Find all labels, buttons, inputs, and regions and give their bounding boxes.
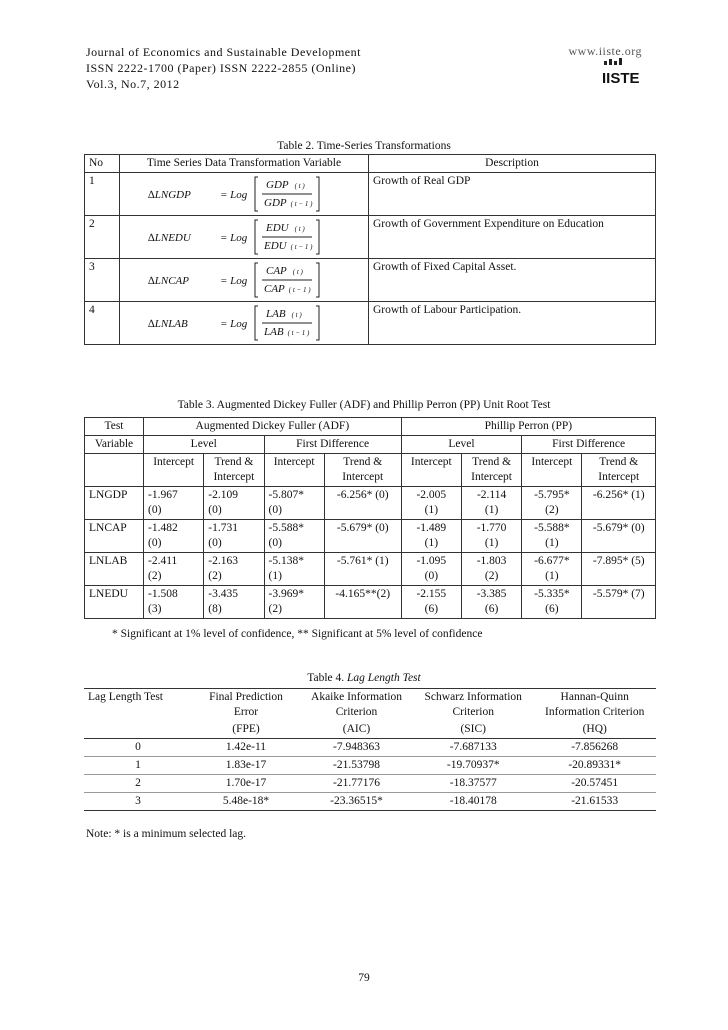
t3-h-adf: Augmented Dickey Fuller (ADF): [144, 418, 402, 436]
t3-h-blank: [85, 454, 144, 487]
t3-stat: -5.588*: [534, 522, 570, 534]
t2-no: 2: [85, 216, 120, 259]
t4-cell: -7.856268: [571, 741, 619, 753]
t3-h-trend: Trend & Intercept: [461, 454, 521, 487]
t4-cell: 1.83e-17: [225, 759, 267, 771]
t3-cell: [264, 487, 324, 520]
t4-cell: -21.61533: [571, 795, 619, 807]
t4-h-sic: Schwarz Information Criterion: [424, 691, 522, 718]
t3-stat: -1.095: [416, 555, 447, 567]
t4-abbr-hq: (HQ): [582, 723, 607, 735]
t3-cell: [461, 520, 521, 553]
t3-cell: [324, 586, 401, 619]
t3-lag: (2): [484, 570, 499, 582]
t3-cell: [461, 586, 521, 619]
t4-cell: -18.37577: [449, 777, 497, 789]
t3-stat: -5.807*: [268, 489, 304, 501]
t4-cell: 1: [135, 759, 141, 771]
t3-lag: (6): [424, 603, 439, 615]
t4-cell: 2: [135, 777, 141, 789]
t4-abbr-sic: (SIC): [460, 723, 487, 735]
t3-stat: -6.677*: [534, 555, 570, 567]
t2-desc: Growth of Real GDP: [369, 173, 656, 216]
t3-stat: -1.770: [476, 522, 507, 534]
table-row: [85, 216, 656, 259]
t3-cell: [324, 520, 401, 553]
table2-caption: Table 2. Time-Series Transformations: [277, 140, 451, 152]
t3-cell: [204, 487, 264, 520]
t3-stat: -4.165**(2): [335, 588, 391, 600]
t3-stat: -1.803: [476, 555, 507, 567]
iiste-logo: [600, 58, 644, 86]
t3-h-pp-level: Level: [401, 436, 522, 454]
t3-cell: [264, 520, 324, 553]
numerator: CAP ( t ): [266, 265, 303, 277]
table3-caption: Table 3. Augmented Dickey Fuller (ADF) and Phillip Perron (PP) Unit Root Test: [177, 399, 551, 411]
t3-lag: (1): [545, 570, 559, 582]
t3-cell: [324, 487, 401, 520]
t3-lag: (0): [424, 570, 439, 582]
formula-lhs: ∆LNGDP: [148, 189, 191, 201]
t4-cell: -21.53798: [333, 759, 381, 771]
numerator: EDU ( t ): [266, 222, 305, 234]
t4-cell: -19.70937*: [446, 759, 500, 771]
t2-desc: Growth of Government Expenditure on Education: [369, 216, 656, 259]
t4-cell: -20.57451: [571, 777, 619, 789]
t3-cell: [522, 487, 582, 520]
t3-cell: [264, 586, 324, 619]
table-row: [85, 487, 656, 520]
t3-lag: (8): [208, 603, 222, 615]
t3-stat: -2.005: [416, 489, 447, 501]
table3-note: * Significant at 1% level of confidence, ** Significant at 5% level of confidence: [112, 628, 483, 640]
t3-lag: (2): [545, 504, 559, 516]
t3-variable: LNEDU: [85, 586, 144, 619]
t4-cell: 0: [135, 741, 141, 753]
t3-stat: -5.761* (1): [336, 555, 389, 567]
t2-header-var: Time Series Data Transformation Variable: [120, 155, 369, 173]
table4-note: Note: * is a minimum selected lag.: [86, 828, 247, 840]
t2-no: 1: [85, 173, 120, 216]
formula-eq: = Log: [220, 189, 248, 201]
t3-lag: (1): [484, 537, 499, 549]
t3-cell: [204, 586, 264, 619]
table-row: [84, 793, 656, 811]
t3-h-int: Intercept: [401, 454, 461, 487]
t3-h-pp-first: First Difference: [522, 436, 656, 454]
t3-lag: (6): [545, 603, 559, 615]
t3-cell: [461, 487, 521, 520]
t4-abbr: [84, 721, 192, 739]
t3-h-variable: Variable: [85, 436, 144, 454]
t3-h-int: Intercept: [144, 454, 204, 487]
t3-cell: [401, 487, 461, 520]
t4-cell: -7.948363: [333, 741, 381, 753]
table-row: [85, 259, 656, 302]
t4-cell: 1.70e-17: [225, 777, 267, 789]
t3-stat: -2.109: [208, 489, 238, 501]
formula: [124, 174, 364, 214]
t3-lag: (2): [208, 570, 222, 582]
t3-h-trend: Trend & Intercept: [582, 454, 656, 487]
t3-stat: -1.508: [148, 588, 178, 600]
formula: [124, 260, 364, 300]
t4-abbr-fpe: (FPE): [232, 723, 260, 735]
t4-h-hq: Hannan-Quinn Information Criterion: [545, 691, 645, 718]
denominator: EDU ( t − 1 ): [264, 240, 313, 252]
table-row: [85, 586, 656, 619]
t4-cell: 1.42e-11: [225, 741, 267, 753]
table-row: [85, 173, 656, 216]
t3-lag: (0): [208, 537, 222, 549]
t4-h-fpe: Final Prediction Error: [209, 691, 283, 718]
t3-h-adf-first: First Difference: [264, 436, 401, 454]
t2-formula: [120, 173, 369, 216]
t3-stat: -2.155: [416, 588, 447, 600]
t3-lag: (1): [424, 504, 439, 516]
table-row: [84, 757, 656, 775]
t3-cell: [582, 520, 656, 553]
t4-cell: -20.89331*: [568, 759, 622, 771]
t2-header-no: No: [85, 155, 120, 173]
site-url: www.iiste.org: [568, 44, 642, 58]
t3-lag: (0): [208, 504, 222, 516]
t3-stat: -5.679* (0): [336, 522, 389, 534]
t3-stat: -5.579* (7): [592, 588, 645, 600]
formula-lhs: ∆LNEDU: [148, 232, 191, 244]
t4-abbr-aic: (AIC): [342, 723, 371, 735]
t3-stat: -5.679* (0): [592, 522, 645, 534]
t3-cell: [204, 553, 264, 586]
t4-cell: 3: [135, 795, 141, 807]
table2: [84, 154, 656, 345]
table-row: [85, 553, 656, 586]
t3-stat: -1.967: [148, 489, 178, 501]
t3-lag: (6): [484, 603, 499, 615]
t3-cell: [522, 586, 582, 619]
t3-cell: [144, 586, 204, 619]
t2-desc: Growth of Labour Participation.: [369, 302, 656, 345]
t3-stat: -6.256* (0): [336, 489, 389, 501]
journal-title: Journal of Economics and Sustainable Development: [86, 45, 361, 59]
table-row: [84, 739, 656, 757]
t3-cell: [582, 553, 656, 586]
t3-variable: LNLAB: [85, 553, 144, 586]
t3-stat: -2.411: [148, 555, 178, 567]
formula-eq: = Log: [220, 275, 248, 287]
t3-h-trend: Trend & Intercept: [324, 454, 401, 487]
table-row: [85, 302, 656, 345]
t3-h-int: Intercept: [522, 454, 582, 487]
t3-cell: [144, 520, 204, 553]
t4-h-lag: Lag Length Test: [88, 691, 163, 703]
t3-lag: (1): [268, 570, 282, 582]
t4-cell: -21.77176: [333, 777, 381, 789]
t3-cell: [324, 553, 401, 586]
t3-cell: [522, 520, 582, 553]
t3-stat: -1.482: [148, 522, 178, 534]
t3-stat: -7.895* (5): [592, 555, 645, 567]
t3-stat: -5.588*: [268, 522, 304, 534]
journal-header: [86, 44, 361, 92]
denominator: GDP ( t − 1 ): [264, 197, 313, 209]
journal-issn: ISSN 2222-1700 (Paper) ISSN 2222-2855 (Online): [86, 61, 356, 75]
t2-no: 3: [85, 259, 120, 302]
t3-lag: (2): [268, 603, 282, 615]
t2-formula: [120, 216, 369, 259]
t3-stat: -1.489: [416, 522, 447, 534]
t3-h-pp: Phillip Perron (PP): [401, 418, 655, 436]
table4: [84, 688, 656, 811]
t3-stat: -5.138*: [268, 555, 304, 567]
t3-lag: (1): [424, 537, 439, 549]
t3-cell: [204, 520, 264, 553]
t3-lag: (0): [268, 537, 282, 549]
t3-cell: [144, 487, 204, 520]
t4-cell: -23.36515*: [330, 795, 383, 807]
t3-cell: [522, 553, 582, 586]
t3-lag: (0): [148, 504, 162, 516]
t3-h-trend: Trend & Intercept: [204, 454, 264, 487]
t3-lag: (1): [484, 504, 499, 516]
t3-lag: (0): [268, 504, 282, 516]
t3-stat: -3.385: [476, 588, 507, 600]
t3-lag: (1): [545, 537, 559, 549]
table3: [84, 417, 656, 619]
t3-stat: -3.969*: [268, 588, 304, 600]
formula: [124, 303, 364, 343]
t3-stat: -2.163: [208, 555, 238, 567]
formula-lhs: ∆LNCAP: [148, 275, 189, 287]
t3-cell: [264, 553, 324, 586]
t3-stat: -2.114: [476, 489, 507, 501]
t3-variable: LNGDP: [85, 487, 144, 520]
t3-stat: -1.731: [208, 522, 238, 534]
t3-lag: (3): [148, 603, 162, 615]
t3-h-adf-level: Level: [144, 436, 265, 454]
t3-h-int: Intercept: [264, 454, 324, 487]
t3-stat: -5.335*: [534, 588, 570, 600]
t4-h-aic: Akaike Information Criterion: [311, 691, 403, 718]
t2-formula: [120, 302, 369, 345]
t3-cell: [582, 586, 656, 619]
t4-cell: -18.40178: [449, 795, 497, 807]
t4-cell: 5.48e-18*: [222, 795, 270, 807]
denominator: LAB ( t − 1 ): [264, 326, 310, 338]
page-number: 79: [358, 972, 370, 984]
denominator: CAP ( t − 1 ): [264, 283, 311, 295]
t3-cell: [461, 553, 521, 586]
t2-header-desc: Description: [369, 155, 656, 173]
t3-cell: [401, 520, 461, 553]
table-row: [84, 775, 656, 793]
t3-cell: [401, 553, 461, 586]
t3-stat: -3.435: [208, 588, 238, 600]
t2-formula: [120, 259, 369, 302]
numerator: GDP ( t ): [266, 179, 305, 191]
t4-cell: -7.687133: [449, 741, 497, 753]
table-row: [85, 520, 656, 553]
t3-h-test: Test: [85, 418, 144, 436]
t2-no: 4: [85, 302, 120, 345]
journal-volume: Vol.3, No.7, 2012: [86, 77, 180, 91]
svg-text:IISTE: IISTE: [602, 70, 640, 86]
table4-caption: Table 4. Lag Length Test: [307, 672, 421, 684]
t2-desc: Growth of Fixed Capital Asset.: [369, 259, 656, 302]
t3-variable: LNCAP: [85, 520, 144, 553]
t3-stat: -6.256* (1): [592, 489, 645, 501]
t3-lag: (2): [148, 570, 162, 582]
t3-stat: -5.795*: [534, 489, 570, 501]
t3-cell: [401, 586, 461, 619]
t3-cell: [582, 487, 656, 520]
formula: [124, 217, 364, 257]
formula-lhs: ∆LNLAB: [148, 318, 188, 330]
formula-eq: = Log: [220, 232, 248, 244]
t3-cell: [144, 553, 204, 586]
numerator: LAB ( t ): [266, 308, 302, 320]
formula-eq: = Log: [220, 318, 248, 330]
t3-lag: (0): [148, 537, 162, 549]
